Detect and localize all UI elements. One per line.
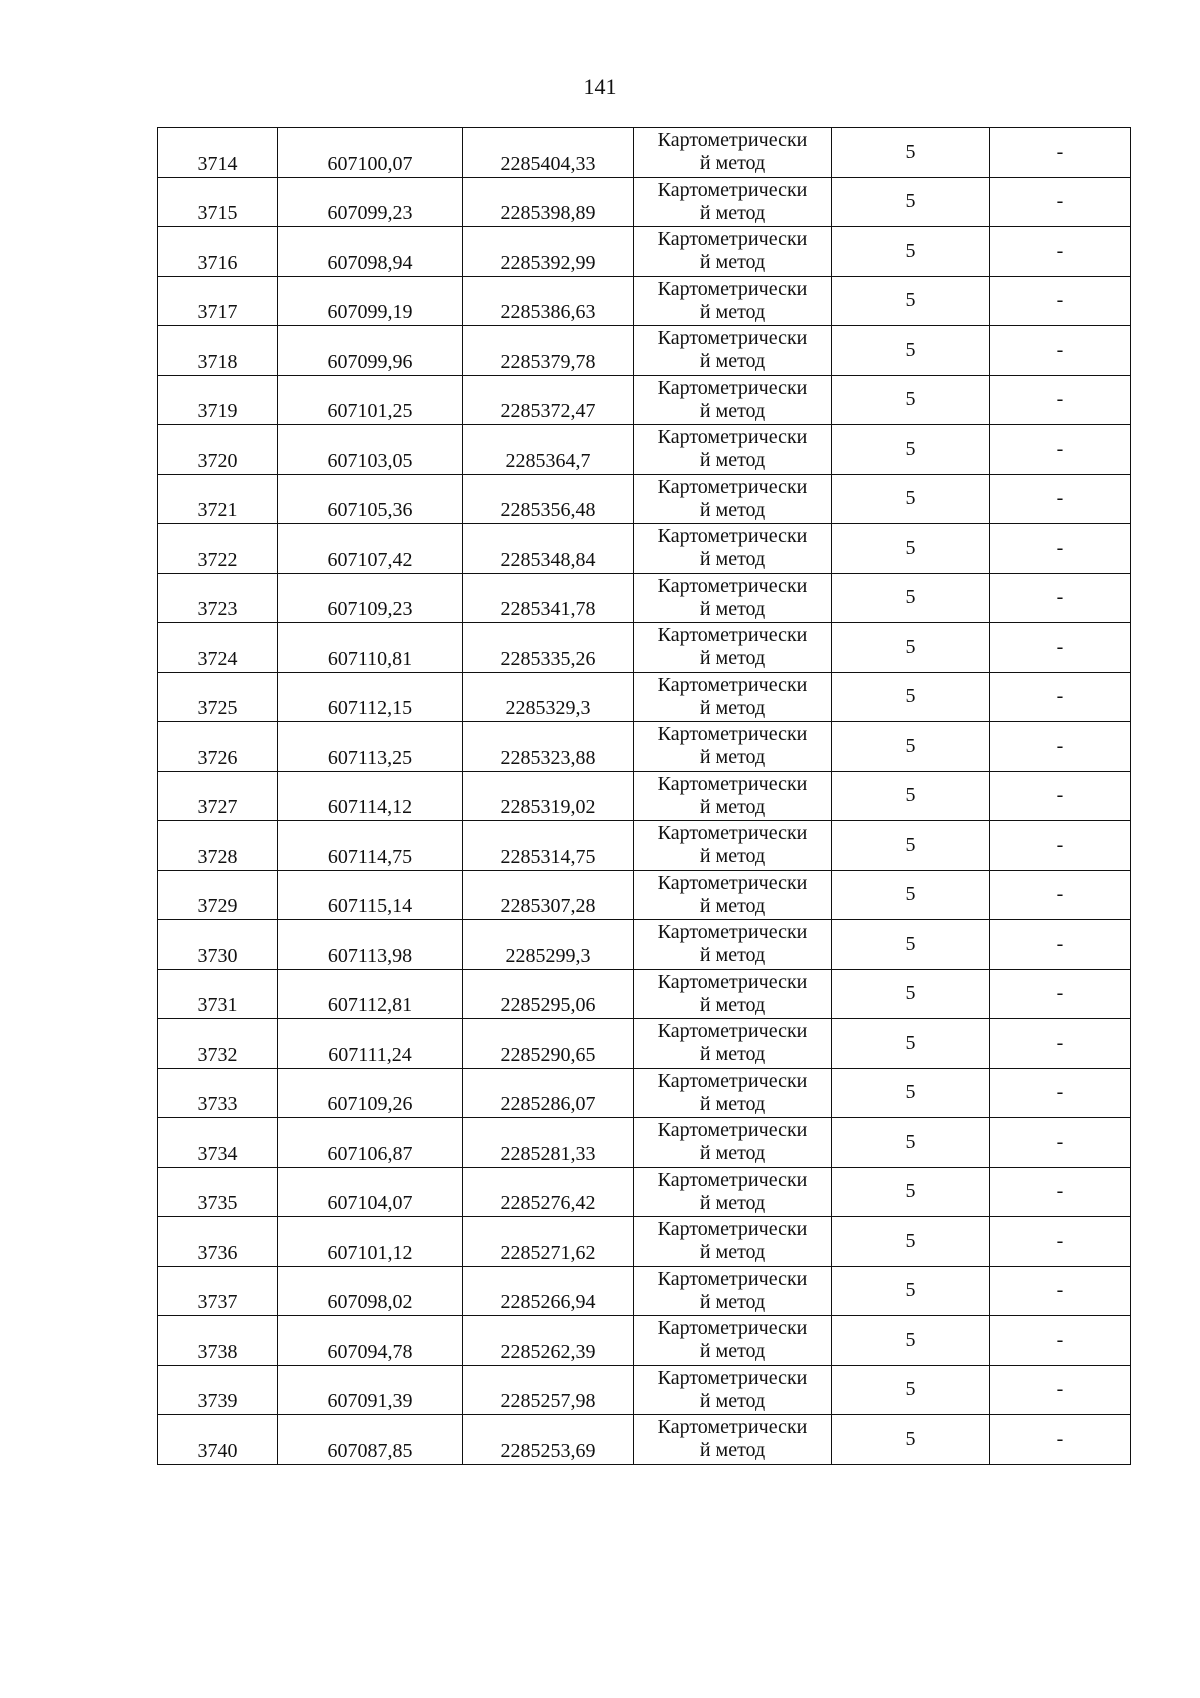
- x-coordinate-cell: 607114,12: [278, 771, 463, 821]
- point-number-cell: 3723: [158, 573, 278, 623]
- table-row: [158, 623, 1131, 673]
- y-coordinate-cell: 2285364,7: [463, 425, 634, 475]
- table-row: [158, 227, 1131, 277]
- method-text-line-1: Картометрически: [657, 970, 808, 993]
- x-coordinate-cell: 607101,12: [278, 1217, 463, 1267]
- method-text-line-2: й метод: [699, 449, 766, 472]
- y-coordinate-cell: 2285341,78: [463, 573, 634, 623]
- table-row: [158, 1019, 1131, 1069]
- x-coordinate-cell: 607105,36: [278, 474, 463, 524]
- accuracy-cell: 5: [832, 524, 990, 574]
- x-coordinate-cell: 607099,19: [278, 276, 463, 326]
- method-text-line-2: й метод: [699, 548, 766, 571]
- description-cell: -: [990, 425, 1131, 475]
- y-coordinate-cell: 2285398,89: [463, 177, 634, 227]
- description-cell: -: [990, 623, 1131, 673]
- method-text-line-2: й метод: [699, 647, 766, 670]
- y-coordinate-cell: 2285276,42: [463, 1167, 634, 1217]
- y-coordinate-cell: 2285392,99: [463, 227, 634, 277]
- point-number-cell: 3730: [158, 920, 278, 970]
- method-text-line-1: Картометрически: [657, 1069, 808, 1092]
- table-row: [158, 771, 1131, 821]
- method-text-line-1: Картометрически: [657, 178, 808, 201]
- coordinates-table-body: [158, 128, 1131, 1465]
- table-row: [158, 1167, 1131, 1217]
- method-text-line-2: й метод: [699, 696, 766, 719]
- y-coordinate-cell: 2285386,63: [463, 276, 634, 326]
- accuracy-cell: 5: [832, 1068, 990, 1118]
- method-text-line-1: Картометрически: [657, 1119, 808, 1142]
- point-number-cell: 3714: [158, 128, 278, 178]
- x-coordinate-cell: 607091,39: [278, 1365, 463, 1415]
- method-text-line-2: й метод: [699, 1290, 766, 1313]
- x-coordinate-cell: 607112,15: [278, 672, 463, 722]
- method-text-line-1: Картометрически: [657, 376, 808, 399]
- method-text-line-1: Картометрически: [657, 871, 808, 894]
- method-cell: [634, 1365, 832, 1415]
- accuracy-cell: 5: [832, 128, 990, 178]
- table-row: [158, 474, 1131, 524]
- y-coordinate-cell: 2285299,3: [463, 920, 634, 970]
- description-cell: -: [990, 672, 1131, 722]
- x-coordinate-cell: 607112,81: [278, 969, 463, 1019]
- method-text-line-2: й метод: [699, 993, 766, 1016]
- method-text-line-2: й метод: [699, 845, 766, 868]
- table-row: [158, 177, 1131, 227]
- point-number-cell: 3719: [158, 375, 278, 425]
- accuracy-cell: 5: [832, 573, 990, 623]
- method-cell: [634, 672, 832, 722]
- y-coordinate-cell: 2285262,39: [463, 1316, 634, 1366]
- method-text-line-1: Картометрически: [657, 327, 808, 350]
- description-cell: -: [990, 1167, 1131, 1217]
- y-coordinate-cell: 2285307,28: [463, 870, 634, 920]
- description-cell: -: [990, 1365, 1131, 1415]
- x-coordinate-cell: 607099,23: [278, 177, 463, 227]
- accuracy-cell: 5: [832, 821, 990, 871]
- method-text-line-2: й метод: [699, 498, 766, 521]
- table-row: [158, 375, 1131, 425]
- accuracy-cell: 5: [832, 672, 990, 722]
- point-number-cell: 3740: [158, 1415, 278, 1465]
- accuracy-cell: 5: [832, 870, 990, 920]
- point-number-cell: 3715: [158, 177, 278, 227]
- method-cell: [634, 623, 832, 673]
- accuracy-cell: 5: [832, 474, 990, 524]
- method-text-line-2: й метод: [699, 1092, 766, 1115]
- method-cell: [634, 1217, 832, 1267]
- method-cell: [634, 821, 832, 871]
- method-text-line-1: Картометрически: [657, 426, 808, 449]
- y-coordinate-cell: 2285356,48: [463, 474, 634, 524]
- table-row: [158, 870, 1131, 920]
- y-coordinate-cell: 2285329,3: [463, 672, 634, 722]
- method-text-line-1: Картометрически: [657, 1218, 808, 1241]
- y-coordinate-cell: 2285379,78: [463, 326, 634, 376]
- point-number-cell: 3731: [158, 969, 278, 1019]
- method-text-line-1: Картометрически: [657, 574, 808, 597]
- method-text-line-2: й метод: [699, 152, 766, 175]
- table-row: [158, 722, 1131, 772]
- table-row: [158, 1266, 1131, 1316]
- description-cell: -: [990, 128, 1131, 178]
- method-text-line-2: й метод: [699, 1389, 766, 1412]
- table-row: [158, 672, 1131, 722]
- accuracy-cell: 5: [832, 425, 990, 475]
- accuracy-cell: 5: [832, 1266, 990, 1316]
- method-cell: [634, 1316, 832, 1366]
- point-number-cell: 3718: [158, 326, 278, 376]
- point-number-cell: 3722: [158, 524, 278, 574]
- y-coordinate-cell: 2285286,07: [463, 1068, 634, 1118]
- description-cell: -: [990, 1019, 1131, 1069]
- method-text-line-1: Картометрически: [657, 1416, 808, 1439]
- method-cell: [634, 1019, 832, 1069]
- point-number-cell: 3716: [158, 227, 278, 277]
- description-cell: -: [990, 1316, 1131, 1366]
- point-number-cell: 3737: [158, 1266, 278, 1316]
- x-coordinate-cell: 607103,05: [278, 425, 463, 475]
- accuracy-cell: 5: [832, 1167, 990, 1217]
- method-text-line-1: Картометрически: [657, 1020, 808, 1043]
- method-text-line-2: й метод: [699, 1142, 766, 1165]
- accuracy-cell: 5: [832, 1019, 990, 1069]
- table-row: [158, 920, 1131, 970]
- description-cell: -: [990, 722, 1131, 772]
- method-text-line-2: й метод: [699, 1191, 766, 1214]
- description-cell: -: [990, 1266, 1131, 1316]
- y-coordinate-cell: 2285271,62: [463, 1217, 634, 1267]
- accuracy-cell: 5: [832, 1415, 990, 1465]
- method-text-line-1: Картометрически: [657, 624, 808, 647]
- method-cell: [634, 1118, 832, 1168]
- method-text-line-2: й метод: [699, 1340, 766, 1363]
- method-cell: [634, 1415, 832, 1465]
- method-cell: [634, 227, 832, 277]
- accuracy-cell: 5: [832, 920, 990, 970]
- x-coordinate-cell: 607114,75: [278, 821, 463, 871]
- x-coordinate-cell: 607098,94: [278, 227, 463, 277]
- x-coordinate-cell: 607106,87: [278, 1118, 463, 1168]
- table-row: [158, 1415, 1131, 1465]
- description-cell: -: [990, 870, 1131, 920]
- point-number-cell: 3733: [158, 1068, 278, 1118]
- x-coordinate-cell: 607099,96: [278, 326, 463, 376]
- description-cell: -: [990, 771, 1131, 821]
- description-cell: -: [990, 969, 1131, 1019]
- description-cell: -: [990, 474, 1131, 524]
- method-text-line-1: Картометрически: [657, 1267, 808, 1290]
- x-coordinate-cell: 607115,14: [278, 870, 463, 920]
- accuracy-cell: 5: [832, 1365, 990, 1415]
- point-number-cell: 3721: [158, 474, 278, 524]
- method-text-line-1: Картометрически: [657, 1168, 808, 1191]
- y-coordinate-cell: 2285266,94: [463, 1266, 634, 1316]
- point-number-cell: 3729: [158, 870, 278, 920]
- x-coordinate-cell: 607101,25: [278, 375, 463, 425]
- method-cell: [634, 375, 832, 425]
- table-row: [158, 1217, 1131, 1267]
- method-cell: [634, 177, 832, 227]
- table-row: [158, 969, 1131, 1019]
- method-cell: [634, 920, 832, 970]
- method-cell: [634, 771, 832, 821]
- method-text-line-2: й метод: [699, 300, 766, 323]
- method-text-line-1: Картометрически: [657, 129, 808, 152]
- y-coordinate-cell: 2285319,02: [463, 771, 634, 821]
- method-text-line-1: Картометрически: [657, 1366, 808, 1389]
- method-cell: [634, 276, 832, 326]
- method-cell: [634, 1266, 832, 1316]
- x-coordinate-cell: 607100,07: [278, 128, 463, 178]
- method-cell: [634, 573, 832, 623]
- x-coordinate-cell: 607111,24: [278, 1019, 463, 1069]
- y-coordinate-cell: 2285323,88: [463, 722, 634, 772]
- y-coordinate-cell: 2285290,65: [463, 1019, 634, 1069]
- point-number-cell: 3734: [158, 1118, 278, 1168]
- method-text-line-2: й метод: [699, 201, 766, 224]
- y-coordinate-cell: 2285404,33: [463, 128, 634, 178]
- method-text-line-1: Картометрически: [657, 723, 808, 746]
- y-coordinate-cell: 2285348,84: [463, 524, 634, 574]
- method-text-line-1: Картометрически: [657, 921, 808, 944]
- method-cell: [634, 425, 832, 475]
- method-cell: [634, 722, 832, 772]
- description-cell: -: [990, 227, 1131, 277]
- method-text-line-2: й метод: [699, 251, 766, 274]
- description-cell: -: [990, 326, 1131, 376]
- accuracy-cell: 5: [832, 177, 990, 227]
- point-number-cell: 3727: [158, 771, 278, 821]
- y-coordinate-cell: 2285257,98: [463, 1365, 634, 1415]
- method-text-line-2: й метод: [699, 399, 766, 422]
- x-coordinate-cell: 607113,98: [278, 920, 463, 970]
- x-coordinate-cell: 607098,02: [278, 1266, 463, 1316]
- method-text-line-1: Картометрически: [657, 1317, 808, 1340]
- table-row: [158, 573, 1131, 623]
- x-coordinate-cell: 607107,42: [278, 524, 463, 574]
- method-text-line-2: й метод: [699, 795, 766, 818]
- table-row: [158, 276, 1131, 326]
- x-coordinate-cell: 607087,85: [278, 1415, 463, 1465]
- table-row: [158, 1316, 1131, 1366]
- method-text-line-2: й метод: [699, 1043, 766, 1066]
- y-coordinate-cell: 2285314,75: [463, 821, 634, 871]
- method-text-line-2: й метод: [699, 944, 766, 967]
- x-coordinate-cell: 607110,81: [278, 623, 463, 673]
- table-row: [158, 425, 1131, 475]
- table-row: [158, 524, 1131, 574]
- method-text-line-2: й метод: [699, 1439, 766, 1462]
- accuracy-cell: 5: [832, 276, 990, 326]
- description-cell: -: [990, 1415, 1131, 1465]
- method-cell: [634, 524, 832, 574]
- description-cell: -: [990, 375, 1131, 425]
- method-cell: [634, 474, 832, 524]
- method-text-line-1: Картометрически: [657, 673, 808, 696]
- method-cell: [634, 1068, 832, 1118]
- x-coordinate-cell: 607109,26: [278, 1068, 463, 1118]
- method-text-line-2: й метод: [699, 350, 766, 373]
- accuracy-cell: 5: [832, 771, 990, 821]
- y-coordinate-cell: 2285253,69: [463, 1415, 634, 1465]
- method-text-line-2: й метод: [699, 894, 766, 917]
- method-text-line-1: Картометрически: [657, 228, 808, 251]
- accuracy-cell: 5: [832, 1316, 990, 1366]
- point-number-cell: 3724: [158, 623, 278, 673]
- method-text-line-1: Картометрически: [657, 525, 808, 548]
- y-coordinate-cell: 2285372,47: [463, 375, 634, 425]
- point-number-cell: 3739: [158, 1365, 278, 1415]
- accuracy-cell: 5: [832, 1118, 990, 1168]
- point-number-cell: 3728: [158, 821, 278, 871]
- description-cell: -: [990, 821, 1131, 871]
- method-cell: [634, 870, 832, 920]
- method-text-line-2: й метод: [699, 1241, 766, 1264]
- table-row: [158, 821, 1131, 871]
- description-cell: -: [990, 920, 1131, 970]
- x-coordinate-cell: 607109,23: [278, 573, 463, 623]
- accuracy-cell: 5: [832, 227, 990, 277]
- method-text-line-1: Картометрически: [657, 822, 808, 845]
- method-text-line-1: Картометрически: [657, 475, 808, 498]
- method-text-line-2: й метод: [699, 746, 766, 769]
- page-number: 141: [583, 74, 617, 99]
- accuracy-cell: 5: [832, 1217, 990, 1267]
- method-cell: [634, 1167, 832, 1217]
- point-number-cell: 3736: [158, 1217, 278, 1267]
- table-row: [158, 1068, 1131, 1118]
- accuracy-cell: 5: [832, 375, 990, 425]
- accuracy-cell: 5: [832, 326, 990, 376]
- description-cell: -: [990, 1068, 1131, 1118]
- accuracy-cell: 5: [832, 722, 990, 772]
- point-number-cell: 3732: [158, 1019, 278, 1069]
- table-row: [158, 1118, 1131, 1168]
- method-cell: [634, 969, 832, 1019]
- y-coordinate-cell: 2285335,26: [463, 623, 634, 673]
- point-number-cell: 3720: [158, 425, 278, 475]
- description-cell: -: [990, 177, 1131, 227]
- description-cell: -: [990, 1118, 1131, 1168]
- x-coordinate-cell: 607113,25: [278, 722, 463, 772]
- table-row: [158, 326, 1131, 376]
- x-coordinate-cell: 607104,07: [278, 1167, 463, 1217]
- method-text-line-1: Картометрически: [657, 277, 808, 300]
- description-cell: -: [990, 276, 1131, 326]
- y-coordinate-cell: 2285281,33: [463, 1118, 634, 1168]
- method-text-line-1: Картометрически: [657, 772, 808, 795]
- y-coordinate-cell: 2285295,06: [463, 969, 634, 1019]
- point-number-cell: 3726: [158, 722, 278, 772]
- accuracy-cell: 5: [832, 623, 990, 673]
- method-text-line-2: й метод: [699, 597, 766, 620]
- accuracy-cell: 5: [832, 969, 990, 1019]
- table-row: [158, 128, 1131, 178]
- table-row: [158, 1365, 1131, 1415]
- method-cell: [634, 128, 832, 178]
- point-number-cell: 3717: [158, 276, 278, 326]
- description-cell: -: [990, 524, 1131, 574]
- point-number-cell: 3725: [158, 672, 278, 722]
- description-cell: -: [990, 573, 1131, 623]
- point-number-cell: 3735: [158, 1167, 278, 1217]
- x-coordinate-cell: 607094,78: [278, 1316, 463, 1366]
- point-number-cell: 3738: [158, 1316, 278, 1366]
- description-cell: -: [990, 1217, 1131, 1267]
- coordinates-table: [157, 127, 1131, 1465]
- method-cell: [634, 326, 832, 376]
